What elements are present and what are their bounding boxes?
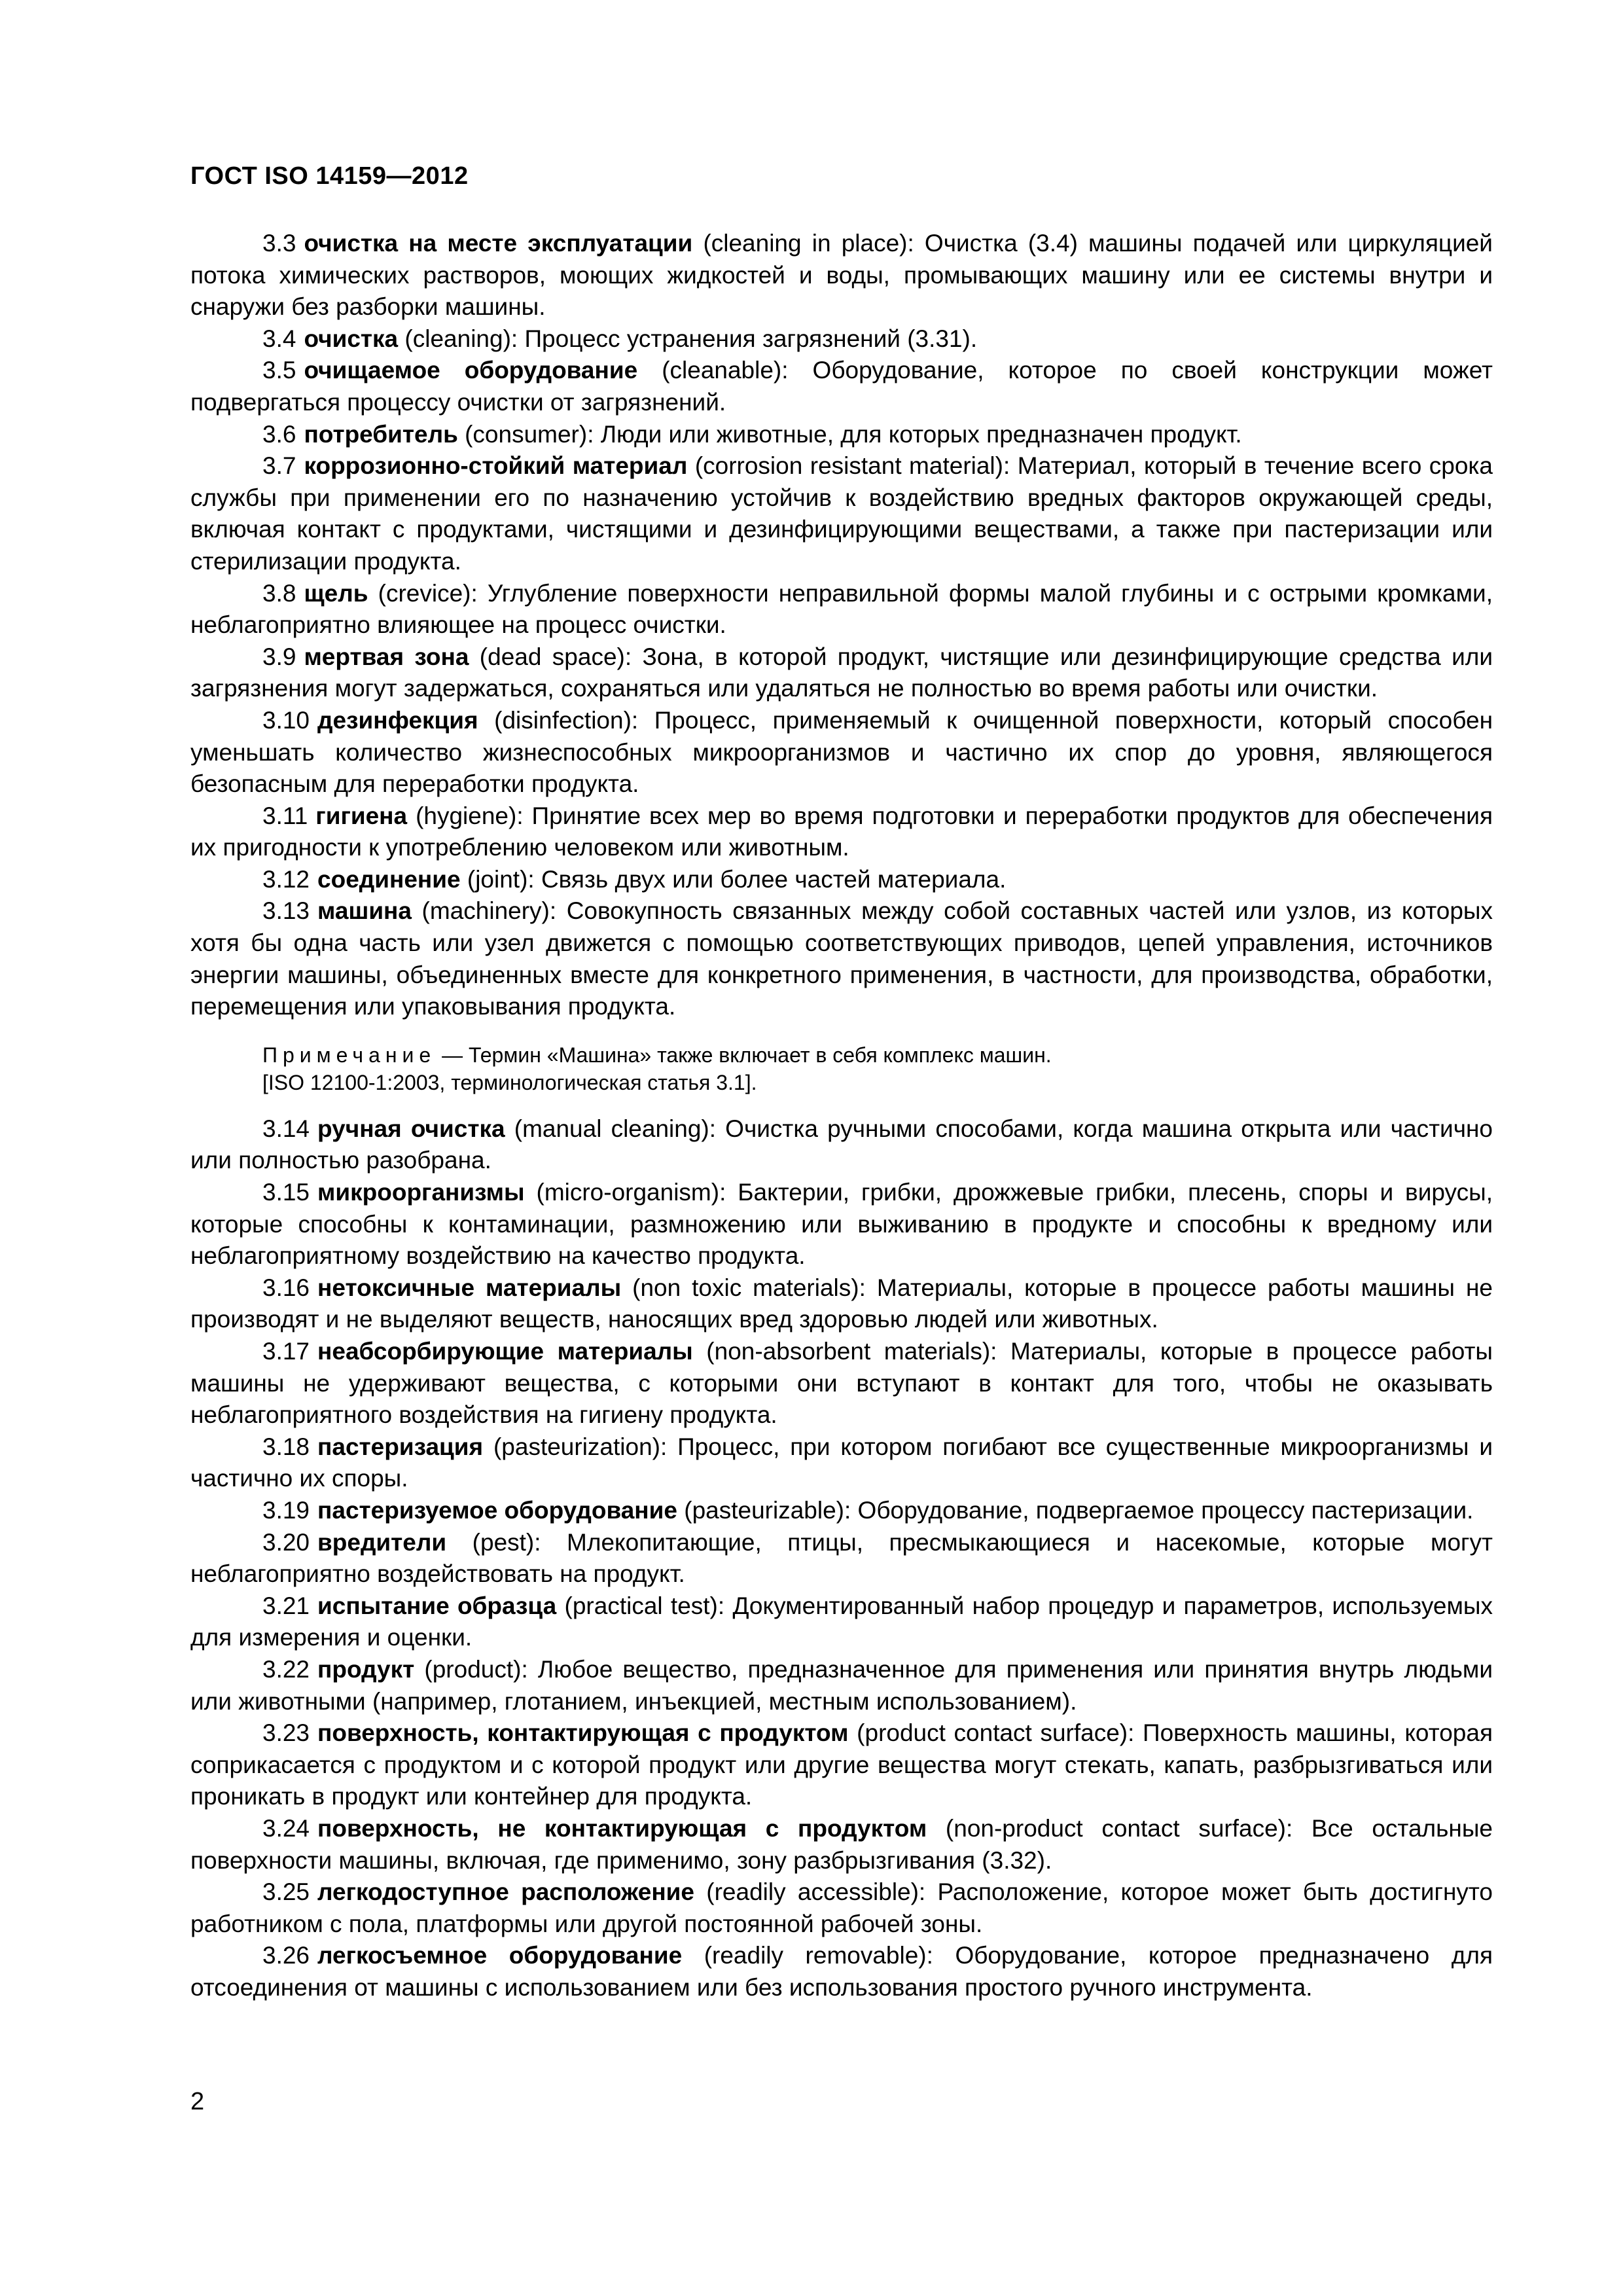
term-number: 3.10 [262,706,310,734]
term-entry [190,578,1493,641]
page-number: 2 [190,2088,205,2115]
term-definition: (cleaning): Процесс устранения загрязнений (3.31). [398,325,978,352]
term-name: гигиена [315,802,408,829]
term-name: очищаемое оборудование [304,357,638,384]
note-block [262,1041,1493,1096]
term-name: потребитель [304,420,458,448]
term-name: очистка на месте эксплуатации [304,230,693,257]
term-entry [190,1336,1493,1431]
term-definition: (product contact surface): Поверхность машины, которая соприкасается с продуктом и с которой продукт или другие вещества могут стекать, капать, разбрызгиваться или проникать в продукт или контейнер для продукта. [190,1719,1493,1810]
term-name: очистка [304,325,399,352]
term-definition: (non-product contact surface): Все остальные поверхности машины, включая, где применимо, зону разбрызгивания (3.32). [190,1814,1493,1874]
term-number: 3.5 [262,357,296,384]
note-line [262,1041,1493,1069]
term-name: машина [317,897,412,925]
term-definition: (cleanable): Оборудование, которое по своей конструкции может подвергаться процессу очистки от загрязнений. [190,357,1493,416]
term-definition: (cleaning in place): Очистка (3.4) машины подачей или циркуляцией потока химических растворов, моющих жидкостей и воды, промывающих машину или ее системы внутри и снаружи без разборки машины. [190,230,1493,321]
term-entry [190,1527,1493,1590]
term-entry [190,450,1493,577]
term-number: 3.11 [262,802,308,829]
term-definition: (hygiene): Принятие всех мер во время подготовки и переработки продуктов для обеспечения их пригодности к употреблению человеком или животным. [190,802,1493,861]
term-entry [190,1717,1493,1813]
term-definition: (machinery): Совокупность связанных между собой составных частей или узлов, из которых хотя бы одна часть или узел движется с помощью соответствующих приводов, цепей управления, источников энергии машины, объединенных вместе для конкретного применения, в частности, для производства, обработки, перемещения или упаковывания продукта. [190,897,1493,1020]
term-number: 3.25 [262,1878,310,1906]
term-definition: (product): Любое вещество, предназначенное для применения или принятия внутрь людьми или животными (например, глотанием, инъекцией, местным использованием). [190,1655,1493,1715]
term-definition: (corrosion resistant material): Материал, который в течение всего срока службы при применении его по назначению устойчив к воздействию вредных факторов окружающей среды, включая контакт с продуктами, чистящими и дезинфицирующими веществами, а также при пастеризации или стерилизации продукта. [190,452,1493,575]
term-entry [190,1272,1493,1336]
term-name: мертвая зона [304,643,469,670]
term-definition: (consumer): Люди или животные, для которых предназначен продукт. [457,420,1242,448]
term-definition: (joint): Связь двух или более частей материала. [460,865,1007,893]
term-definition: (manual cleaning): Очистка ручными способами, когда машина открыта или частично или полностью разобрана. [190,1115,1493,1174]
terms-list-part-2 [190,1113,1493,2004]
document-body [190,228,1493,2003]
term-number: 3.17 [262,1338,310,1365]
term-entry [190,355,1493,418]
term-entry [190,864,1493,896]
term-name: поверхность, не контактирующая с продуктом [317,1814,927,1842]
term-number: 3.4 [262,325,296,352]
term-name: легкосъемное оборудование [317,1942,683,1969]
term-entry [190,1590,1493,1654]
term-entry [190,1113,1493,1177]
term-name: вредители [317,1528,447,1556]
term-number: 3.15 [262,1179,310,1206]
note-label: Примечание [262,1043,437,1067]
document-designation: ГОСТ ISO 14159—2012 [190,162,469,190]
term-definition: (non-absorbent materials): Материалы, которые в процессе работы машины не удерживают вещества, с которыми они вступают в контакт для того, чтобы не оказывать неблагоприятного воздействия на гигиену продукта. [190,1338,1493,1429]
term-number: 3.26 [262,1942,310,1969]
term-entry [190,895,1493,1022]
term-number: 3.20 [262,1528,310,1556]
term-name: неабсорбирующие материалы [317,1338,693,1365]
term-entry [190,323,1493,355]
term-number: 3.23 [262,1719,310,1747]
term-definition: (readily removable): Оборудование, которое предназначено для отсоединения от машины с использованием или без использования простого ручного инструмента. [190,1942,1493,2001]
term-number: 3.21 [262,1592,310,1619]
term-definition: (disinfection): Процесс, применяемый к очищенной поверхности, который способен уменьшать количество жизнеспособных микроорганизмов и частично их спор до уровня, являющегося безопасным для переработки продукта. [190,706,1493,798]
term-number: 3.3 [262,230,296,257]
term-name: испытание образца [317,1592,557,1619]
term-definition: (non toxic materials): Материалы, которые в процессе работы машины не производят и не выделяют веществ, наносящих вред здоровью людей или животных. [190,1274,1493,1333]
term-entry [190,1495,1493,1527]
term-name: дезинфекция [317,706,478,734]
term-number: 3.14 [262,1115,310,1142]
term-definition: (practical test): Документированный набор процедур и параметров, используемых для измерения и оценки. [190,1592,1493,1651]
term-entry [190,1654,1493,1717]
term-name: нетоксичные материалы [317,1274,622,1301]
term-number: 3.18 [262,1433,310,1460]
term-number: 3.16 [262,1274,310,1301]
term-number: 3.24 [262,1814,310,1842]
term-entry [190,705,1493,800]
term-entry [190,228,1493,323]
term-entry [190,1940,1493,2003]
term-definition: (dead space): Зона, в которой продукт, чистящие или дезинфицирующие средства или загрязнения могут задержаться, сохраняться или удаляться не полностью во время работы или очистки. [190,643,1493,702]
term-entry [190,1177,1493,1272]
term-name: продукт [317,1655,415,1683]
term-entry [190,419,1493,451]
term-definition: (micro-organism): Бактерии, грибки, дрожжевые грибки, плесень, споры и вирусы, которые способны к контаминации, размножению или выживанию в продукте и способны к вредному или неблагоприятному воздействию на качество продукта. [190,1179,1493,1270]
term-definition: (pest): Млекопитающие, птицы, пресмыкающиеся и насекомые, которые могут неблагоприятно воздействовать на продукт. [190,1528,1493,1588]
term-entry [190,1876,1493,1940]
term-name: легкодоступное расположение [317,1878,695,1906]
term-definition: (pasteurizable): Оборудование, подвергаемое процессу пастеризации. [677,1496,1474,1524]
term-name: пастеризуемое оборудование [317,1496,677,1524]
term-entry [190,1431,1493,1495]
term-name: микроорганизмы [317,1179,525,1206]
term-entry [190,1813,1493,1876]
term-number: 3.22 [262,1655,310,1683]
term-number: 3.6 [262,420,296,448]
term-number: 3.8 [262,579,296,607]
term-number: 3.13 [262,897,310,925]
term-number: 3.9 [262,643,296,670]
term-definition: (crevice): Углубление поверхности неправильной формы малой глубины и с острыми кромками, неблагоприятно влияющее на процесс очистки. [190,579,1493,639]
note-text: — Термин «Машина» также включает в себя комплекс машин. [436,1043,1052,1067]
term-name: поверхность, контактирующая с продуктом [317,1719,849,1747]
term-definition: (readily accessible): Расположение, которое может быть достигнуто работником с пола, платформы или другой постоянной рабочей зоны. [190,1878,1493,1937]
term-name: коррозионно-стойкий материал [304,452,688,480]
term-name: ручная очистка [317,1115,505,1142]
term-name: щель [304,579,368,607]
term-number: 3.19 [262,1496,310,1524]
term-number: 3.12 [262,865,310,893]
term-definition: (pasteurization): Процесс, при котором погибают все существенные микроорганизмы и частично их споры. [190,1433,1493,1492]
term-number: 3.7 [262,452,296,480]
term-entry [190,800,1493,864]
term-name: пастеризация [317,1433,484,1460]
term-entry [190,641,1493,705]
note-reference: [ISO 12100-1:2003, терминологическая статья 3.1]. [262,1070,757,1094]
terms-list-part-1 [190,228,1493,1023]
term-name: соединение [317,865,461,893]
